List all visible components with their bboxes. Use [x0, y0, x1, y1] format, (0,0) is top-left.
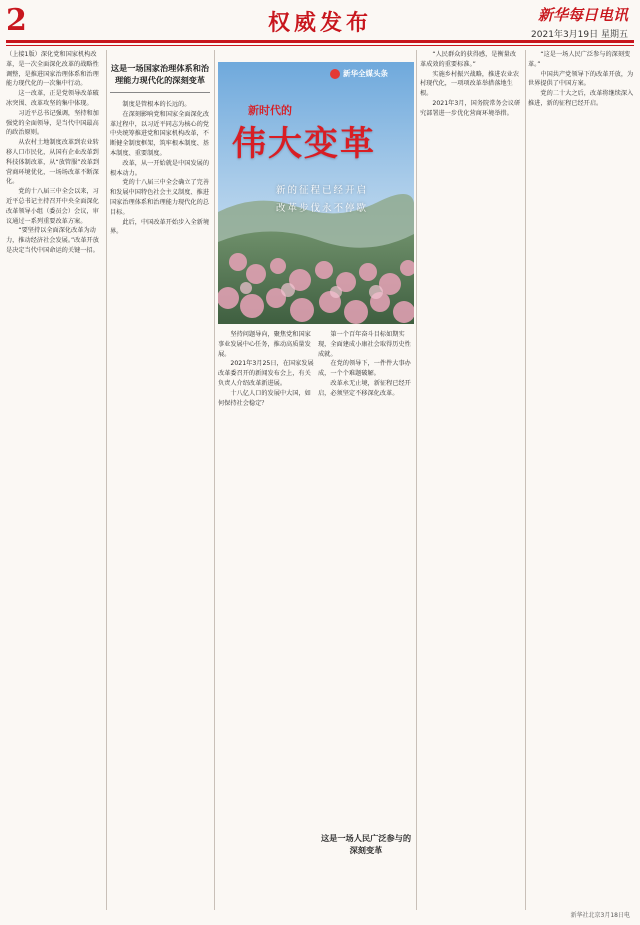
paragraph: 中国共产党领导下的改革开放，为世界提供了中国方案。: [528, 70, 634, 88]
xinhua-logo-icon: [330, 69, 340, 79]
badge-label: 新华全媒头条: [343, 69, 388, 78]
paragraph: “人民群众的获得感，是衡量改革成效的重要标准。”: [420, 51, 517, 68]
hero-subtitle-line: 改革步伐永不停歇: [276, 203, 369, 214]
article-headline: 这是一场国家治理体系和治理能力现代化的深刻变革: [110, 63, 210, 85]
brand-name: 新华每日电讯: [537, 6, 628, 24]
header-rule-thick: [6, 40, 634, 43]
article-column-below-a: [218, 330, 314, 910]
paragraph: 在深刻影响党和国家全面深化改革过程中，以习近平同志为核心的党中央统筹推进党和国家机构改革，不断健全制度框架，筑牢根本制度、基本制度、重要制度。: [110, 110, 210, 157]
paragraph: “这是一场人民广泛参与的深刻变革。”: [528, 51, 631, 68]
hero-title-small: 新时代的: [248, 104, 292, 117]
column-divider: [214, 50, 215, 910]
paragraph: “要坚持以全面深化改革为动力，推动经济社会发展。”改革开放是决定当代中国命运的关键一招。: [6, 227, 99, 254]
paragraph: 在党的领导下，一件件大事办成，一个个难题破解。: [318, 360, 411, 378]
article-column-right-a: [420, 50, 522, 910]
column-divider: [106, 50, 107, 910]
section-title: 权威发布: [267, 10, 372, 36]
secondary-headline: 这是一场人民广泛参与的深刻变革: [320, 833, 412, 855]
paragraph: 习近平总书记强调，坚持和加强党的全面领导，是当代中国最高的政治原则。: [6, 109, 99, 137]
header-rule-thin: [6, 45, 634, 46]
paragraph: （上接1版）深化党和国家机构改革，是一次全面深化改革的战略性调整，是推进国家治理体系和治理能力现代化的一次集中行动。: [6, 51, 99, 88]
brand-block: [531, 4, 628, 40]
hero-title-big: 伟大变革: [232, 124, 376, 164]
paragraph: 这一改革，正是党领导改革破冰突围、改革攻坚的集中体现。: [6, 90, 99, 107]
paragraph: 党的十八届三中全会确立了完善和发展中国特色社会主义制度、推进国家治理体系和治理能力现代化的总目标。: [110, 179, 210, 216]
paragraph: 2021年3月25日，在国家发展改革委召开的新闻发布会上，有关负责人介绍改革新进展。: [218, 360, 314, 387]
issue-date: 2021年3月19日 星期五: [531, 30, 628, 40]
column-divider: [416, 50, 417, 910]
paragraph: 坚持问题导向，聚焦党和国家事业发展中心任务，推动高质量发展。: [218, 331, 311, 358]
hero-subtitle-line: 新的征程已经开启: [276, 185, 369, 196]
paragraph: 实施乡村振兴战略，推进农业农村现代化，一项项改革举措落地生根。: [420, 70, 520, 98]
paragraph: 制度是管根本的长远的。: [122, 101, 191, 108]
paragraph: 党的十八届三中全会以来，习近平总书记主持召开中央全面深化改革领导小组（委员会）会议，审议通过一系列重要改革方案。: [6, 188, 99, 225]
article-column-below-b: [318, 330, 414, 825]
media-badge: [330, 68, 388, 79]
paragraph: 第一个百年奋斗目标如期实现，全面建成小康社会取得历史性成就。: [318, 331, 411, 358]
headline-block: [110, 62, 210, 93]
dateline-credit: 新华社北京3月18日电: [570, 912, 630, 919]
hero-image: [218, 62, 414, 324]
article-column-right-b: [528, 50, 634, 910]
column-divider: [525, 50, 526, 910]
paragraph: 十八亿人口的发展中大国，如何保持社会稳定？: [218, 389, 311, 407]
hero-subtitle: [276, 182, 368, 218]
paragraph: 改革永无止境，新征程已经开启，必须坚定不移深化改革。: [318, 379, 411, 397]
paragraph: 此后，中国改革开始步入全新境界。: [110, 218, 210, 236]
headline-rule: [110, 92, 210, 93]
article-column-left: [6, 50, 103, 910]
paragraph: 党的二十大之后，改革将继续深入推进，新的征程已经开启。: [528, 90, 634, 107]
paragraph: 2021年3月，国务院常务会议研究部署进一步优化营商环境举措。: [420, 99, 521, 117]
paragraph: 改革，从一开始就是中国发展的根本动力。: [110, 159, 210, 177]
page-number: 2: [6, 3, 27, 38]
article-column-middle: [110, 100, 210, 910]
paragraph: 从农村土地制度改革到农业转移人口市民化，从国有企业改革到科技体制改革，从“放管服”改革到营商环境优化，一场场改革不断深化。: [6, 139, 100, 186]
